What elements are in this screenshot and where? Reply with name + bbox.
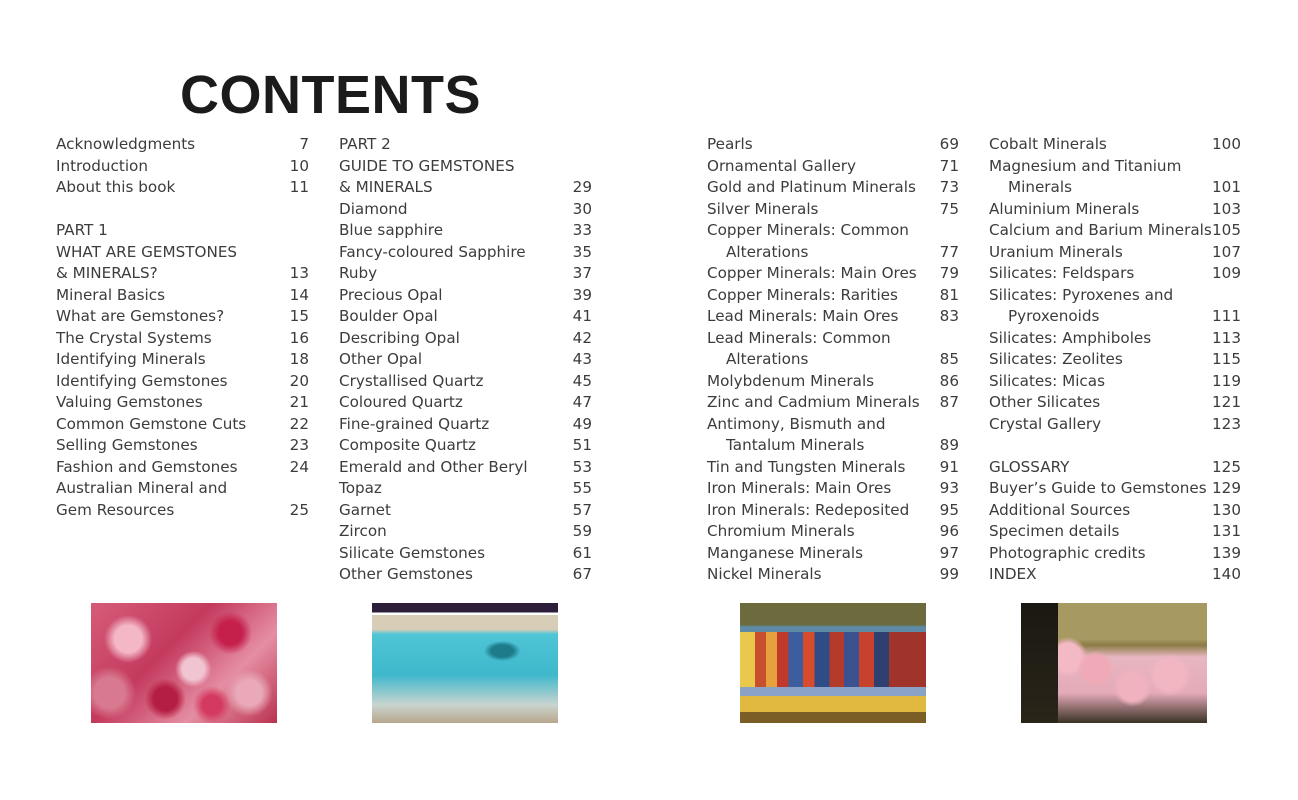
toc-page-number: 95 [939,500,959,519]
toc-entry-title: Copper Minerals: Main Ores [707,264,917,282]
toc-entry [989,392,1241,414]
toc-entry-title: Zircon [339,522,387,540]
toc-entry-title: Silicates: Feldspars [989,264,1135,282]
toc-entry [339,199,592,221]
toc-page-number: 16 [289,328,309,347]
toc-entry-title: Boulder Opal [339,307,438,325]
toc-entry [339,435,592,457]
toc-page-number: 41 [572,307,592,325]
toc-entry [56,392,309,414]
toc-entry [339,242,592,264]
toc-page-number: 47 [572,393,592,411]
toc-page-number: 75 [939,199,959,218]
toc-entry [707,457,959,479]
toc-entry-title: Other Silicates [989,393,1101,411]
toc-entry [989,263,1241,285]
toc-entry-title: Cobalt Minerals [989,135,1107,153]
toc-entry-title: Additional Sources [989,500,1131,519]
toc-entry [339,306,592,328]
toc-page-number: 123 [1212,414,1241,433]
toc-entry [989,521,1241,543]
toc-entry [339,371,592,393]
toc-entry [989,349,1241,371]
toc-entry-title: Introduction [56,156,148,175]
toc-entry [56,478,309,500]
toc-page-number: 113 [1212,328,1241,347]
photo-banded-iron [740,603,926,723]
toc-page-number: 103 [1212,199,1241,218]
toc-page-number: 43 [572,350,592,368]
toc-page-number: 39 [572,285,592,304]
toc-page-number: 71 [939,156,959,175]
toc-entry-title: Nickel Minerals [707,565,822,583]
toc-entry [339,285,592,307]
toc-page-number: 33 [572,221,592,239]
toc-entry-title: Emerald and Other Beryl [339,457,528,476]
toc-entry-title: PART 2 [339,135,391,153]
toc-entry [56,242,309,264]
toc-entry [707,328,959,350]
toc-entry-title: Gem Resources [56,500,175,519]
toc-page-number: 53 [572,457,592,476]
toc-entry [56,349,309,371]
toc-entry [989,220,1241,242]
toc-page-number: 25 [289,500,309,519]
toc-entry-title: Minerals [1008,178,1072,196]
toc-entry [339,156,592,178]
toc-entry [707,285,959,307]
toc-entry [339,457,592,479]
toc-entry-title: Pyroxenoids [1008,307,1100,325]
toc-entry-title: Ornamental Gallery [707,156,857,175]
toc-entry [56,414,309,436]
toc-entry-title: Silver Minerals [707,199,819,218]
photo-amazonite [372,603,558,723]
toc-entry-title: Describing Opal [339,328,460,347]
toc-spacer [56,199,309,221]
toc-entry-title: Acknowledgments [56,135,196,153]
toc-entry [339,543,592,565]
toc-page-number: 18 [289,350,309,368]
toc-entry-title: PART 1 [56,221,108,239]
toc-entry [56,435,309,457]
toc-entry [339,263,592,285]
toc-entry [989,285,1241,307]
toc-entry [989,306,1241,328]
toc-page-number: 11 [289,178,309,196]
toc-page-number: 7 [299,135,309,153]
toc-page-number: 22 [289,414,309,433]
toc-entry [339,478,592,500]
toc-page-number: 55 [572,479,592,497]
toc-page-number: 121 [1212,393,1241,411]
toc-page-number: 35 [572,242,592,261]
toc-entry-title: Fancy-coloured Sapphire [339,242,526,261]
toc-entry-title: Tin and Tungsten Minerals [707,457,906,476]
toc-page-number: 86 [939,371,959,390]
toc-page-number: 101 [1212,178,1241,196]
toc-entry [989,478,1241,500]
toc-page-number: 81 [939,285,959,304]
toc-entry [56,263,309,285]
toc-entry-title: Crystal Gallery [989,414,1102,433]
toc-entry-title: Coloured Quartz [339,393,463,411]
toc-entry [707,134,959,156]
toc-entry-title: Australian Mineral and [56,479,228,497]
toc-entry-title: Selling Gemstones [56,436,198,454]
toc-entry-title: Iron Minerals: Redeposited [707,500,910,519]
toc-page-number: 89 [939,436,959,454]
toc-page-number: 111 [1212,307,1241,325]
toc-entry-title: & MINERALS? [56,264,158,282]
toc-column-3 [707,134,959,586]
toc-entry-title: Photographic credits [989,543,1146,562]
toc-entry-title: Silicates: Zeolites [989,350,1123,368]
toc-page-number: 37 [572,264,592,282]
toc-entry [707,435,959,457]
toc-entry-title: Composite Quartz [339,436,476,454]
toc-entry-title: Other Opal [339,350,423,368]
toc-entry [707,156,959,178]
toc-entry [339,134,592,156]
toc-page-number: 20 [289,371,309,390]
toc-page-number: 59 [572,522,592,540]
toc-entry [707,306,959,328]
toc-entry-title: Valuing Gemstones [56,393,203,411]
toc-page-number: 97 [939,543,959,562]
toc-column-4 [989,134,1241,586]
toc-page-number: 130 [1212,500,1241,519]
toc-entry [989,371,1241,393]
toc-page-number: 45 [572,371,592,390]
toc-entry [707,263,959,285]
toc-entry [707,564,959,586]
toc-page-number: 115 [1212,350,1241,368]
toc-entry-title: Identifying Minerals [56,350,206,368]
toc-page-number: 21 [289,393,309,411]
toc-entry-title: Garnet [339,500,391,519]
toc-page-number: 77 [939,242,959,261]
toc-entry [707,392,959,414]
toc-column-2 [339,134,592,586]
toc-entry [989,457,1241,479]
toc-entry [707,521,959,543]
toc-page-number: 140 [1212,565,1241,583]
toc-page-number: 49 [572,414,592,433]
toc-page-number: 14 [289,285,309,304]
toc-page-number: 69 [939,135,959,153]
toc-entry-title: Copper Minerals: Common [707,221,909,239]
toc-entry [707,177,959,199]
toc-entry-title: Magnesium and Titanium [989,156,1182,175]
toc-page-number: 13 [289,264,309,282]
photo-ruby-crystals [91,603,277,723]
toc-page-number: 96 [939,522,959,540]
toc-page-number: 73 [939,178,959,196]
toc-entry-title: Mineral Basics [56,285,166,304]
toc-entry [707,242,959,264]
toc-entry-title: Other Gemstones [339,565,473,583]
toc-page-number: 10 [289,156,309,175]
toc-entry [56,177,309,199]
toc-entry [707,543,959,565]
toc-entry [707,478,959,500]
toc-page-number: 129 [1212,479,1241,497]
toc-entry-title: GLOSSARY [989,457,1070,476]
toc-entry [989,414,1241,436]
toc-page-number: 23 [289,436,309,454]
toc-page-number: 109 [1212,264,1241,282]
toc-page-number: 85 [939,350,959,368]
toc-entry [339,220,592,242]
toc-entry-title: Calcium and Barium Minerals [989,221,1212,239]
toc-entry-title: Fine-grained Quartz [339,414,490,433]
toc-page-number: 79 [939,264,959,282]
toc-entry [989,134,1241,156]
toc-entry-title: Molybdenum Minerals [707,371,875,390]
toc-entry-title: Identifying Gemstones [56,371,228,390]
toc-entry-title: Chromium Minerals [707,522,855,540]
toc-page-number: 51 [572,436,592,454]
toc-page-number: 42 [572,328,592,347]
page-title: CONTENTS [180,65,481,125]
toc-entry [56,220,309,242]
toc-entry-title: Specimen details [989,522,1120,540]
toc-entry-title: What are Gemstones? [56,307,225,325]
toc-entry [707,500,959,522]
toc-page-number: 99 [939,565,959,583]
toc-entry [707,371,959,393]
toc-page-number: 83 [939,307,959,325]
toc-entry-title: Buyer’s Guide to Gemstones [989,479,1207,497]
toc-entry [707,199,959,221]
toc-entry-title: Precious Opal [339,285,443,304]
toc-entry [989,242,1241,264]
toc-entry-title: Alterations [726,242,809,261]
toc-page-number: 87 [939,393,959,411]
toc-page-number: 30 [572,199,592,218]
toc-entry [989,177,1241,199]
toc-page-number: 119 [1212,371,1241,390]
toc-page-number: 100 [1212,135,1241,153]
toc-entry [339,177,592,199]
toc-column-1 [56,134,309,521]
toc-entry-title: Manganese Minerals [707,543,864,562]
toc-entry [339,414,592,436]
toc-entry [707,220,959,242]
photo-rhodochrosite [1021,603,1207,723]
toc-entry-title: Gold and Platinum Minerals [707,178,916,196]
toc-entry-title: Antimony, Bismuth and [707,414,886,433]
toc-entry [56,285,309,307]
toc-entry-title: Diamond [339,199,408,218]
toc-entry-title: Aluminium Minerals [989,199,1140,218]
toc-page-number: 67 [572,565,592,583]
toc-entry-title: Iron Minerals: Main Ores [707,479,892,497]
toc-entry-title: Zinc and Cadmium Minerals [707,393,920,411]
toc-entry [56,134,309,156]
toc-page-number: 139 [1212,543,1241,562]
toc-entry [56,328,309,350]
toc-entry [989,564,1241,586]
toc-page-number: 131 [1212,522,1241,540]
toc-entry-title: Silicates: Micas [989,371,1106,390]
toc-entry [339,392,592,414]
toc-page-number: 24 [289,457,309,476]
toc-spacer [989,435,1241,457]
toc-entry [989,328,1241,350]
toc-entry-title: Lead Minerals: Main Ores [707,307,899,325]
toc-entry-title: Lead Minerals: Common [707,328,891,347]
toc-page-number: 91 [939,457,959,476]
toc-entry-title: WHAT ARE GEMSTONES [56,242,238,261]
toc-entry [56,457,309,479]
toc-entry-title: GUIDE TO GEMSTONES [339,156,515,175]
toc-entry-title: & MINERALS [339,178,433,196]
toc-entry-title: INDEX [989,565,1037,583]
toc-entry [339,349,592,371]
toc-page-number: 57 [572,500,592,519]
toc-entry [707,414,959,436]
toc-entry-title: Ruby [339,264,378,282]
toc-entry-title: About this book [56,178,176,196]
toc-entry-title: Topaz [339,479,382,497]
toc-entry-title: Uranium Minerals [989,242,1123,261]
toc-entry [56,156,309,178]
toc-entry-title: Crystallised Quartz [339,371,484,390]
toc-page-number: 125 [1212,457,1241,476]
toc-entry [56,371,309,393]
toc-entry [56,306,309,328]
toc-entry [339,521,592,543]
toc-page-number: 105 [1212,221,1241,239]
toc-entry-title: Pearls [707,135,753,153]
toc-page-number: 93 [939,479,959,497]
toc-entry [339,328,592,350]
toc-entry [989,543,1241,565]
toc-entry [989,156,1241,178]
toc-entry-title: Alterations [726,350,809,368]
toc-entry-title: Tantalum Minerals [726,436,865,454]
toc-entry-title: Fashion and Gemstones [56,457,238,476]
toc-entry [339,564,592,586]
toc-entry [989,500,1241,522]
toc-page-number: 29 [572,178,592,196]
toc-entry-title: Blue sapphire [339,221,444,239]
toc-entry [339,500,592,522]
toc-page-number: 61 [572,543,592,562]
toc-entry-title: Copper Minerals: Rarities [707,285,898,304]
toc-entry-title: The Crystal Systems [56,328,212,347]
toc-entry [56,500,309,522]
toc-entry [989,199,1241,221]
toc-page-number: 15 [289,307,309,325]
toc-entry-title: Silicate Gemstones [339,543,486,562]
toc-entry-title: Silicates: Pyroxenes and [989,285,1174,304]
toc-page-number: 107 [1212,242,1241,261]
toc-entry-title: Silicates: Amphiboles [989,328,1152,347]
toc-entry-title: Common Gemstone Cuts [56,414,247,433]
toc-entry [707,349,959,371]
